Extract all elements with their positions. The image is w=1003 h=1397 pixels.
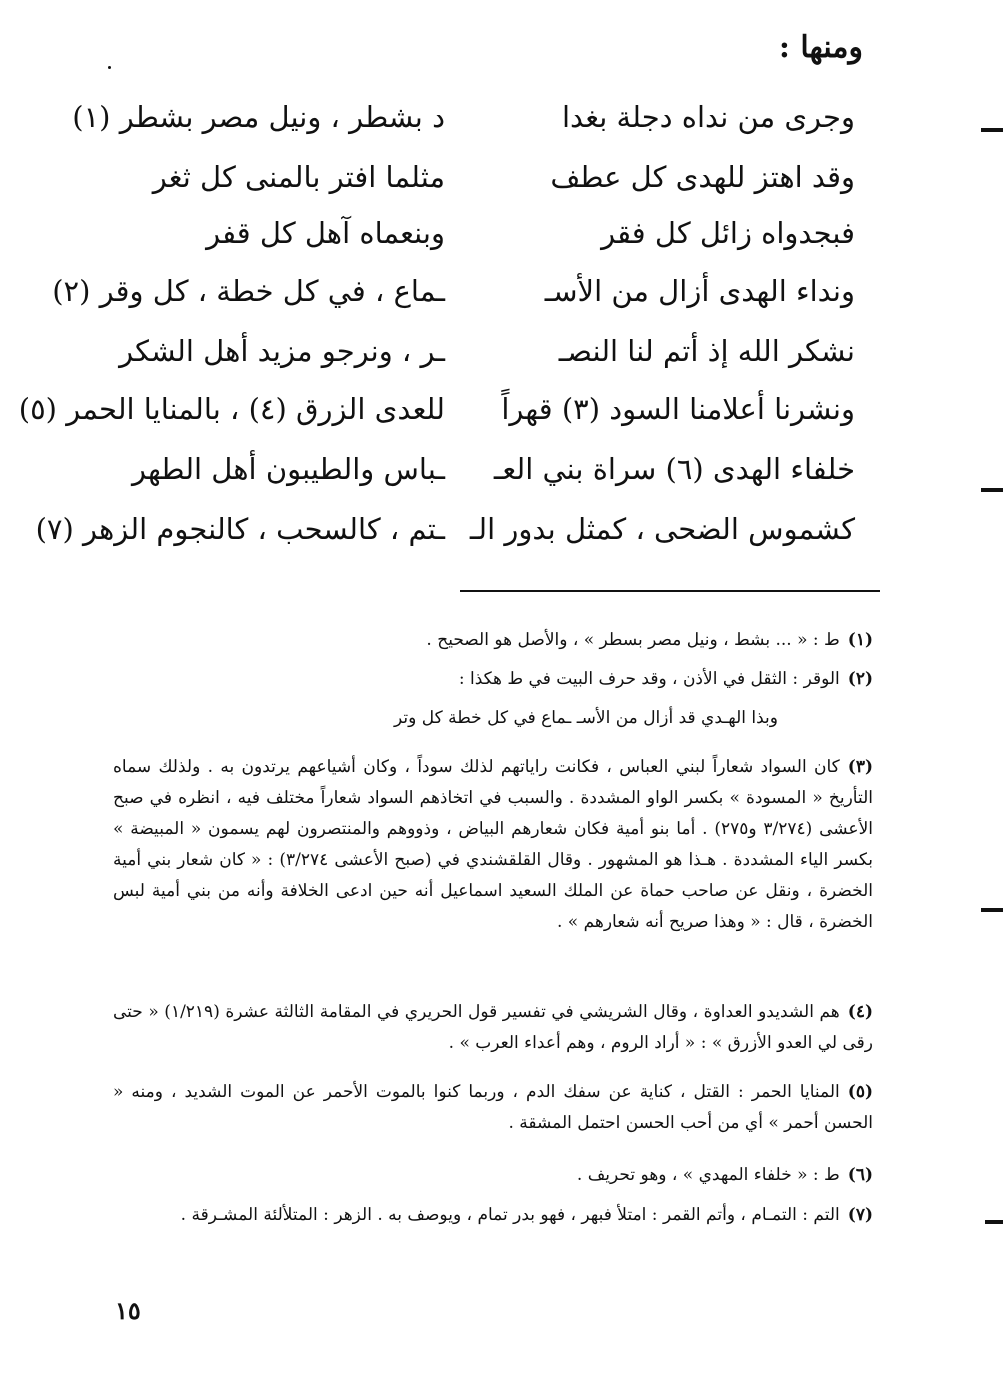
footnote-text: ط : « خلفاء المهدي » ، وهو تحريف . (576, 1165, 840, 1185)
verse-second-hemistich: د بشطر ، ونيل مصر بشطر (١) (72, 100, 445, 134)
footnote (113, 752, 873, 938)
footnote-number: (٢) (847, 669, 873, 689)
verse-first-hemistich: ونشرنا أعلامنا السود (٣) قهراً (501, 392, 855, 426)
verse-first-hemistich: خلفاء الهدى (٦) سراة بني العـ (493, 452, 855, 486)
margin-mark (985, 1220, 1003, 1224)
footnote-number: (١) (847, 630, 873, 650)
footnote-number: (٣) (847, 757, 873, 777)
verse-first-hemistich: نشكر الله إذ أتم لنا النصـ (558, 334, 855, 368)
footnote-number: (٦) (847, 1165, 873, 1185)
verse-first-hemistich: وقد اهتز للهدى كل عطف (550, 160, 855, 194)
verse-line (35, 512, 855, 562)
footnote-separator (460, 590, 880, 592)
footnote-text: هم الشديدو العداوة ، وقال الشريشي في تفسير قول الحريري في المقامة الثالثة عشرة (١/٢١٩) « حتى رقى لي العدو الأزرق » : « أراد الروم ، وهم أعداء العرب » . (113, 1002, 873, 1053)
verse-line (110, 334, 855, 384)
verse-second-hemistich: ـتم ، كالسحب ، كالنجوم الزهر (٧) (35, 512, 445, 546)
verse-first-hemistich: ونداء الهدى أزال من الأسـ (544, 274, 855, 308)
footnote-text: كان السواد شعاراً لبني العباس ، فكانت راياتهم لذلك سوداً ، وكان أشياعهم يرتدون به . ولذلك سماه التأريخ « المسودة » بكسر الواو المشددة . والسبب في اتخاذهم السواد شعاراً مختلف فيه ، انظره في صبح الأعشى (٣/٢٧٤ و٢٧٥) . أما بنو أمية فكان شعارهم البياض ، وذووهم والمنتصرون لهم يسمون « المبيضة » بكسر الياء المشددة . هـذا هو المشهور . وقال القلقشندي في (صبح الأعشى ٣/٢٧٤) : « كان شعار بني أمية الخضرة ، ونقل عن صاحب حماة عن الملك السعيد اسماعيل أنه حين ادعى الخلافة وأنه من بني أمية لبس الخضرة ، قال : « وهذا صريح أنه شعارهم » . (113, 757, 873, 932)
footnote-number: (٤) (847, 1002, 874, 1022)
verse-second-hemistich: ـر ، ونرجو مزيد أهل الشكر (119, 334, 445, 368)
verse-second-hemistich: مثلما افتر بالمنى كل ثغر (152, 160, 445, 194)
verse-line (18, 392, 855, 442)
footnote (113, 1160, 873, 1191)
margin-mark (981, 488, 1003, 492)
verse-line (72, 100, 855, 150)
verse-line (110, 160, 855, 210)
footnote-text: الوقر : الثقل في الأذن ، وقد حرف البيت في ط هكذا : (458, 669, 840, 689)
margin-mark (981, 908, 1003, 912)
footnote-number: (٧) (847, 1205, 873, 1225)
footnote (113, 1077, 873, 1139)
footnote (113, 625, 873, 656)
margin-mark (981, 128, 1003, 132)
footnote (113, 997, 873, 1059)
footnote-text: التم : التمـام ، وأتم القمر : امتلأ فبهر ، فهو بدر تمام ، ويوصف به . الزهر : المتلألئة المشـرقة . (180, 1205, 840, 1225)
verse-line (110, 452, 855, 502)
page-number: ١٥ (115, 1296, 141, 1325)
footnote-number: (٥) (847, 1082, 873, 1102)
variant-verse: وبذا الهـدي قد أزال من الأسـ ـماع في كل خطة كل وتر (394, 708, 778, 728)
footnote (113, 1200, 873, 1231)
section-heading: ومنها : (778, 30, 863, 65)
verse-line (52, 274, 855, 324)
verse-second-hemistich: وبنعماه آهل كل قفر (206, 216, 445, 250)
footnote-text: المنايا الحمر : القتل ، كناية عن سفك الدم ، وربما كنوا بالموت الأحمر عن الموت الشديد ، ومنه « الحسن أحمر » أي من أحب الحسن احتمل المشقة . (113, 1082, 873, 1133)
verse-second-hemistich: للعدى الزرق (٤) ، بالمنايا الحمر (٥) (18, 392, 445, 426)
verse-second-hemistich: ـماع ، في كل خطة ، كل وقر (٢) (52, 274, 445, 308)
footnote (113, 664, 873, 695)
verse-first-hemistich: فبجدواه زائل كل فقر (601, 216, 855, 250)
footnote-text: ط : « ... بشط ، ونيل مصر بسطر » ، والأصل هو الصحيح . (426, 630, 840, 650)
speck-mark (108, 66, 111, 69)
verse-line (110, 216, 855, 266)
verse-first-hemistich: وجرى من نداه دجلة بغدا (562, 100, 855, 134)
verse-first-hemistich: كشموس الضحى ، كمثل بدور الـ (469, 512, 855, 546)
verse-second-hemistich: ـباس والطيبون أهل الطهر (132, 452, 445, 486)
